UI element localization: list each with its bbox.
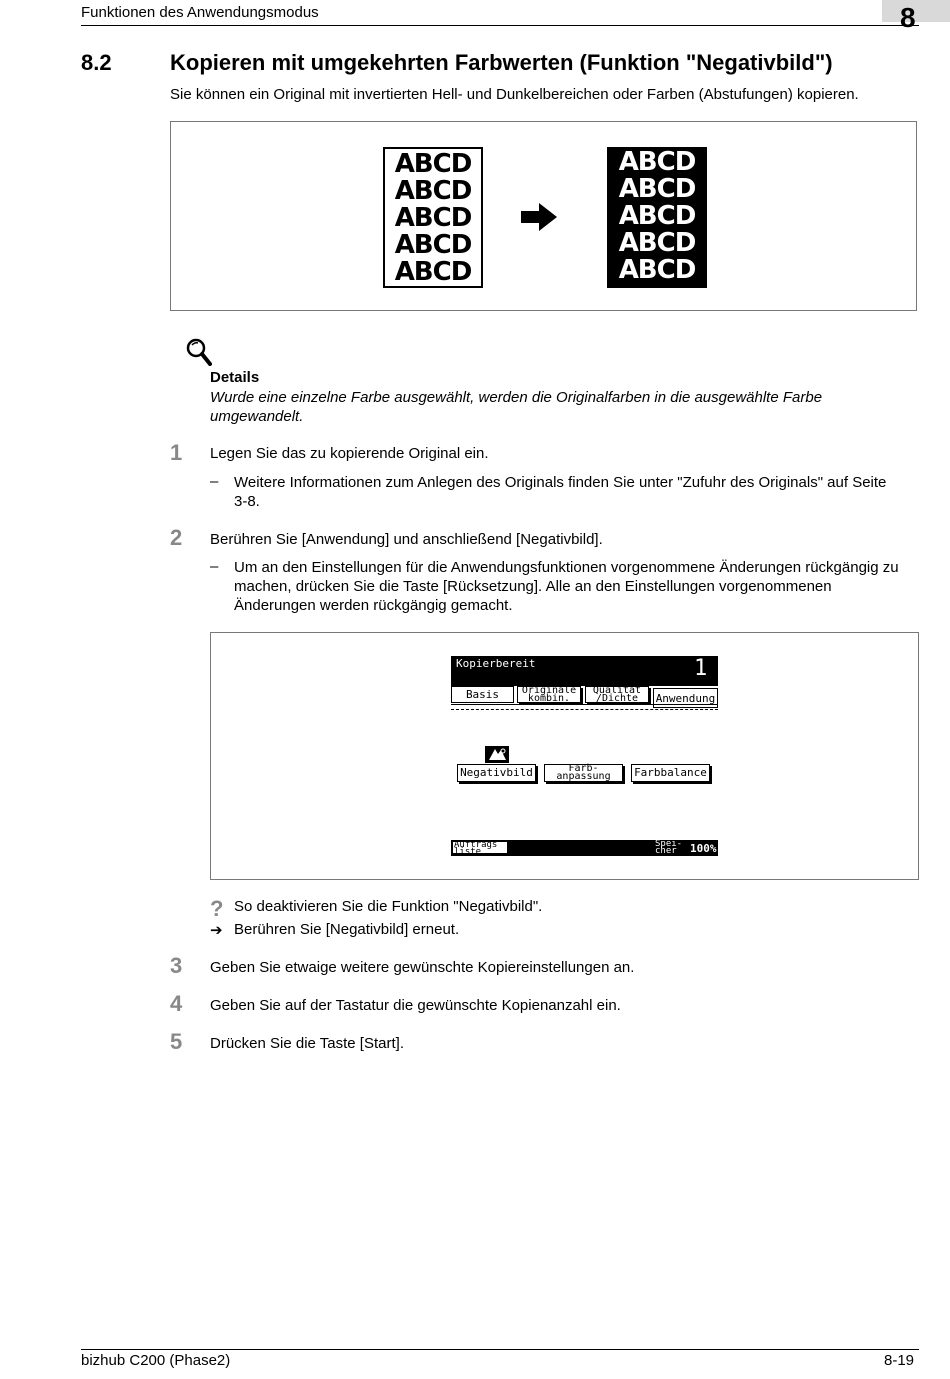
question-icon: ? (210, 896, 224, 921)
step-number: 1 (170, 440, 183, 465)
bullet-dash: – (210, 558, 219, 575)
tab-originale-kombin[interactable]: Originale kombin. (517, 686, 581, 703)
footer-product: bizhub C200 (Phase2) (81, 1352, 231, 1369)
negative-text-line: ABCD (618, 147, 696, 177)
screen-status-text: Kopierbereit (456, 657, 536, 670)
chapter-tab (882, 0, 950, 22)
step-subtext: Weitere Informationen zum Anlegen des Originals finden Sie unter "Zufuhr des Originals" auf Seite 3-8. (234, 474, 887, 510)
step-text: Legen Sie das zu kopierende Original ein. (210, 445, 489, 462)
original-text-line: ABCD (394, 176, 472, 206)
magnifier-icon (186, 338, 212, 371)
tab-underline (451, 704, 718, 710)
job-list-button[interactable]: Auftrags liste (452, 841, 508, 854)
memory-label: Spei- cher (655, 839, 683, 856)
step-text: Geben Sie etwaige weitere gewünschte Kopiereinstellungen an. (210, 959, 635, 976)
farbanpassung-button[interactable]: Farb- anpassung (544, 764, 623, 782)
memory-value: 100% (690, 842, 717, 855)
bullet-dash: – (210, 473, 219, 490)
step-text: Geben Sie auf der Tastatur die gewünschte Kopienanzahl ein. (210, 997, 621, 1014)
tab-anwendung[interactable]: Anwendung (653, 688, 718, 708)
step-text: Drücken Sie die Taste [Start]. (210, 1035, 404, 1052)
step-text: Berühren Sie [Anwendung] und anschließend [Negativbild]. (210, 531, 603, 548)
step-subtext: Um an den Einstellungen für die Anwendungsfunktionen vorgenommene Änderungen rückgängig zu machen, drücken Sie die Taste [Rücksetzung]. Alle an den Einstellungen vorgenommenen Änderungen werden rückgängig gemacht. (234, 559, 899, 614)
running-header: Funktionen des Anwendungsmodus (81, 4, 319, 21)
copy-count: 1 (694, 656, 708, 681)
negative-text-line: ABCD (618, 228, 696, 258)
step-number: 3 (170, 953, 183, 978)
step-number: 4 (170, 991, 183, 1016)
section-number: 8.2 (81, 50, 112, 75)
page-number: 8-19 (884, 1352, 915, 1369)
tab-qualitaet-dichte[interactable]: Qualität /Dichte (585, 686, 649, 703)
chapter-number: 8 (900, 2, 916, 33)
header-rule (81, 25, 919, 26)
negative-text-line: ABCD (618, 174, 696, 204)
negative-text-line: ABCD (618, 201, 696, 231)
original-text-line: ABCD (394, 257, 472, 287)
footer-rule (81, 1349, 919, 1350)
step-number: 2 (170, 525, 183, 550)
original-text-line: ABCD (394, 230, 472, 260)
tip-question: So deaktivieren Sie die Funktion "Negativbild". (234, 898, 543, 915)
section-title: Kopieren mit umgekehrten Farbwerten (Funktion "Negativbild") (170, 50, 833, 75)
negative-sample (607, 147, 707, 288)
negativbild-button[interactable]: Negativbild (457, 764, 536, 782)
step-number: 5 (170, 1029, 183, 1054)
original-text-line: ABCD (394, 203, 472, 233)
right-arrow-icon (521, 203, 557, 236)
original-text-line: ABCD (394, 149, 472, 179)
tip-answer: Berühren Sie [Negativbild] erneut. (234, 921, 460, 938)
farbbalance-button[interactable]: Farbbalance (631, 764, 710, 782)
details-text: Wurde eine einzelne Farbe ausgewählt, werden die Originalfarben in die ausgewählte Farbe umgewandelt. (210, 389, 823, 425)
section-intro: Sie können ein Original mit invertierten Hell- und Dunkelbereichen oder Farben (Abstufungen) kopieren. (170, 86, 859, 103)
details-heading: Details (210, 369, 260, 386)
negative-text-line: ABCD (618, 255, 696, 285)
original-sample (383, 147, 483, 288)
right-arrow-icon: ➔ (210, 922, 223, 939)
tab-basis[interactable]: Basis (451, 686, 514, 703)
